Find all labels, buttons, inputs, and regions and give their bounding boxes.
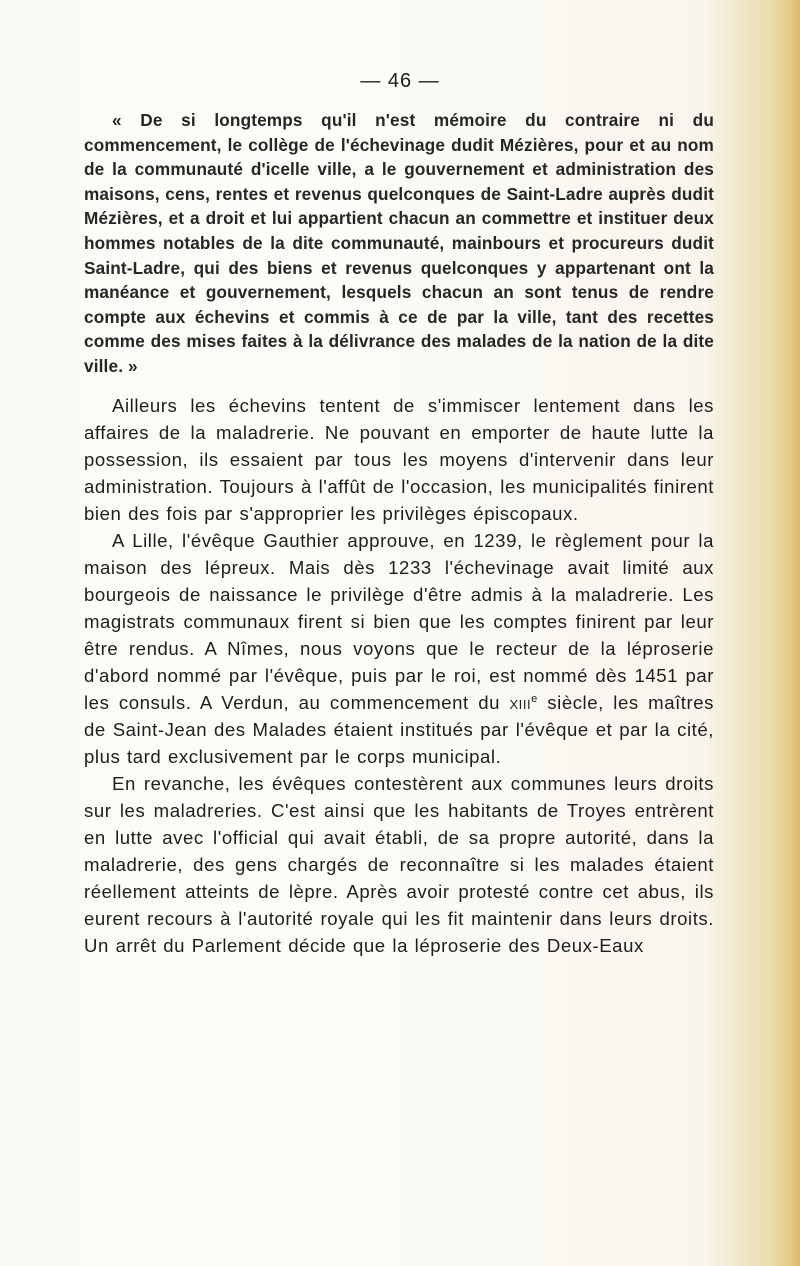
paragraph-text-part-1: A Lille, l'évêque Gauthier approuve, en 1239, le règlement pour la maison des lépreux. Mais dès 1233 l'échevinage avait limité aux bourgeois de naissance le privilège d'être admis à la maladrerie. Les magistrats communaux firent si bien que les comptes finirent par leur être rendus. A Nîmes, nous voyons que le recteur de la léproserie d'abord nommé par l'évêque, puis par le roi, est nommé dès 1451 par les consuls. A Verdun, au commencement du — [84, 529, 714, 713]
text-body — [84, 108, 714, 959]
page-number: — 46 — — [360, 70, 440, 92]
quoted-paragraph: « De si longtemps qu'il n'est mémoire du contraire ni du commencement, le collège de l'échevinage dudit Mézières, pour et au nom de la communauté d'icelle ville, a le gouvernement et administration des maisons, cens, rentes et revenus quelconques de Saint-Ladre auprès dudit Mézières, et a droit et lui appartient chacun an commettre et instituer deux hommes notables de la dite communauté, mainbours et procureurs dudit Saint-Ladre, qui des biens et revenus quelconques y appartenant ont la manéance et gouvernement, lesquels chacun an sont tenus de rendre compte aux échevins et commis à ce de par la ville, tant des recettes comme des mises faites à la délivrance des malades de la nation de la dite ville. » — [84, 110, 714, 376]
century-superscript: e — [531, 692, 538, 705]
paragraph-text-part-2: siècle, les maîtres de Saint-Jean des Malades étaient institués par l'évêque et par la cité, plus tard exclusivement par le corps municipal. — [84, 691, 714, 767]
paragraph-lille-nimes-verdun — [84, 527, 714, 770]
century-numeral: xiii — [509, 691, 532, 713]
page-edge-shadow — [774, 0, 800, 1266]
paragraph-echevins: Ailleurs les échevins tentent de s'immiscer lentement dans les affaires de la maladrerie. Ne pouvant en emporter de haute lutte la possession, ils essaient par tous les moyens d'intervenir dans leur administration. Toujours à l'affût de l'occasion, les municipalités finirent bien des fois par s'approprier les privilèges épiscopaux. — [84, 394, 714, 524]
paragraph-troyes: En revanche, les évêques contestèrent aux communes leurs droits sur les maladreries. C'est ainsi que les habitants de Troyes entrèrent en lutte avec l'official qui avait établi, de sa propre autorité, dans la maladrerie, des gens chargés de reconnaître si les malades étaient réellement atteints de lèpre. Après avoir protesté contre cet abus, ils eurent recours à l'autorité royale qui les fit maintenir dans leurs droits. Un arrêt du Parlement décide que la léproserie des Deux-Eaux — [84, 772, 714, 956]
